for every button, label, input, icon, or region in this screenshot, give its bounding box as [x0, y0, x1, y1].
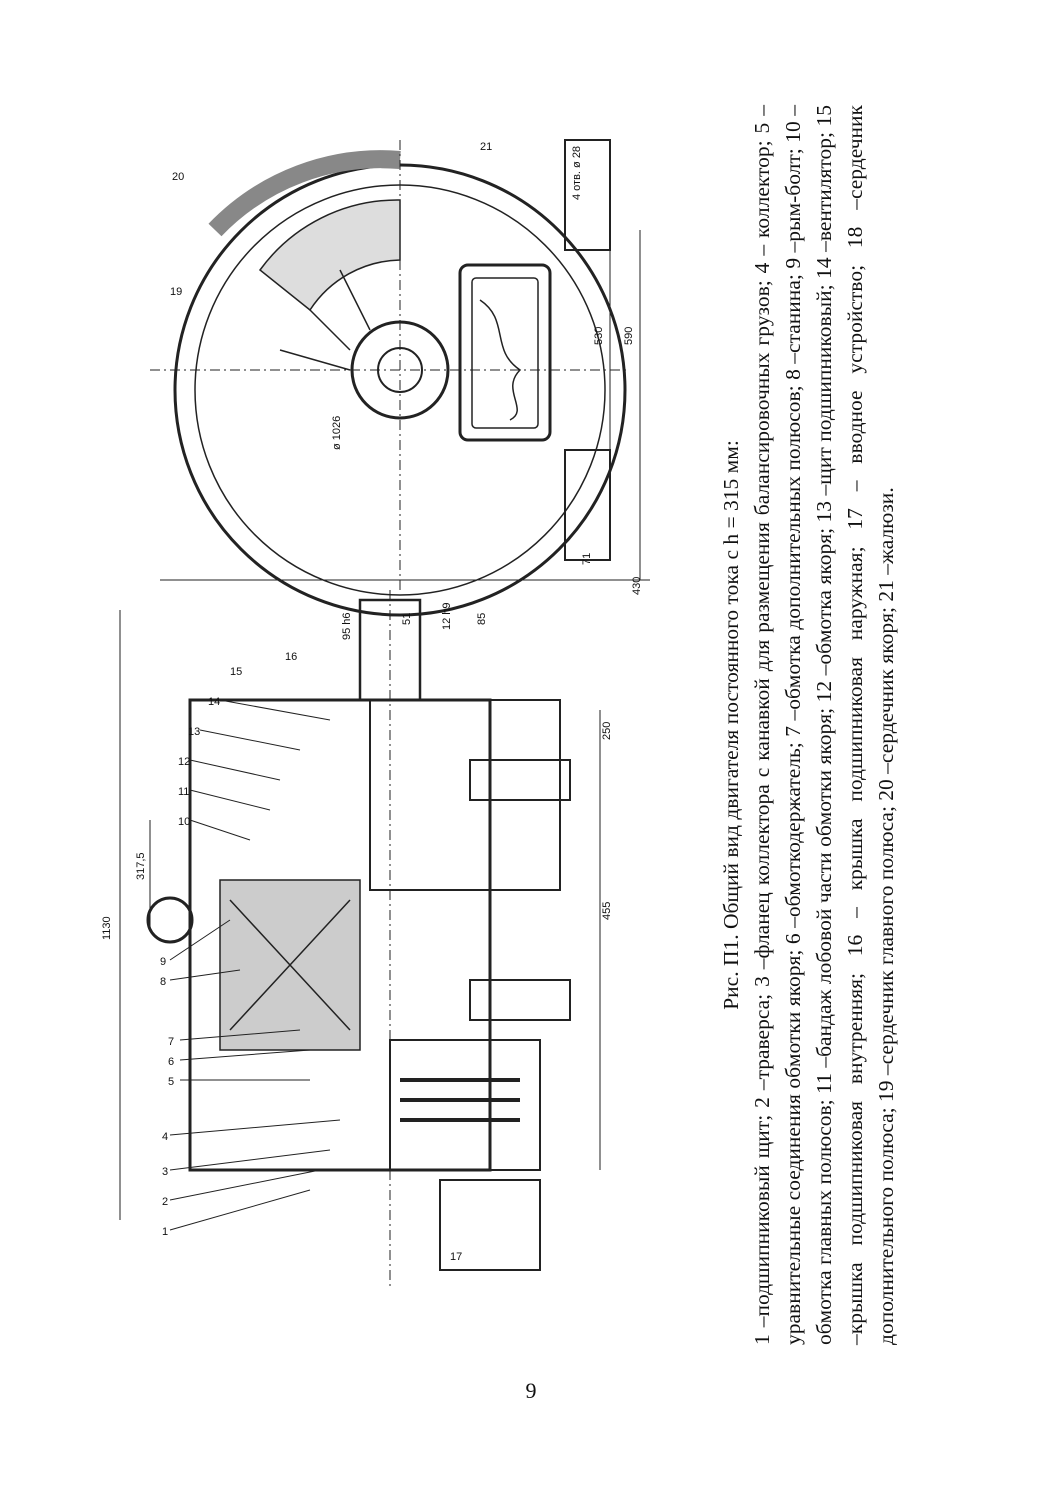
dim-1026: ø 1026	[331, 415, 343, 450]
dim-455: 455	[601, 901, 613, 920]
dim-317-5: 317,5	[135, 852, 147, 880]
callout-10: 10	[178, 816, 191, 828]
callout-1: 1	[162, 1226, 169, 1238]
callout-9: 9	[160, 956, 167, 968]
callout-3: 3	[162, 1166, 169, 1178]
end-view	[150, 140, 650, 615]
callout-12: 12	[178, 756, 191, 768]
callout-13: 13	[188, 726, 201, 738]
page-number: 9	[525, 1378, 537, 1403]
callout-2: 2	[162, 1196, 169, 1208]
dim-1130: 1130	[101, 916, 113, 940]
dim-12h9: 12 h9	[441, 602, 453, 630]
callout-15: 15	[230, 666, 243, 678]
callout-20: 20	[172, 171, 185, 183]
caption-title: Рис. П1. Общий вид двигателя постоянного тока с h = 315 мм:	[719, 440, 743, 1010]
callout-16: 16	[285, 651, 298, 663]
caption-legend: 1 –подшипниковый щит; 2 –траверса; 3 –фланец коллектора с канавкой для размещения балансировочных грузов; 4 – коллектор; 5 – уравнительные соединения обмотки якоря; 6 –обмоткодержатель; 7 –обмотка дополнительных полюсов; 8 –станина; 9 –рым-болт; 10 – обмотка главных полюсов; 11 –бандаж лобовой части обмотки якоря; 12 –обмотка якоря; 13 –щит подшипниковый; 14 –вентилятор; 15 –крышка подшипниковая внутренняя; 16 – крышка подшипниковая наружная; 17 – вводное устройство; 18 –сердечник дополнительного полюса; 19 –сердечник главного полюса; 20 –сердечник якоря; 21 –жалюзи.	[750, 105, 898, 1345]
callout-14: 14	[208, 696, 221, 708]
dim-250: 250	[601, 721, 613, 740]
callout-5: 5	[168, 1076, 175, 1088]
dim-71: 71	[581, 552, 593, 565]
callout-4: 4	[162, 1131, 169, 1143]
dim-85: 85	[476, 612, 488, 625]
callout-21: 21	[480, 141, 493, 153]
figure-caption	[716, 0, 976, 1345]
dim-430: 430	[631, 576, 643, 595]
callout-6: 6	[168, 1056, 175, 1068]
motor-technical-drawing	[101, 120, 710, 1350]
dim-530: 530	[593, 326, 605, 345]
callout-8: 8	[160, 976, 167, 988]
dim-holes: 4 отв. ø 28	[571, 145, 583, 200]
side-view	[120, 590, 600, 1290]
dim-95h6: 95 h6	[341, 612, 353, 640]
dim-590: 590	[623, 326, 635, 345]
callout-11: 11	[178, 786, 190, 798]
callout-19: 19	[170, 286, 183, 298]
callout-17: 17	[450, 1251, 463, 1263]
callout-7: 7	[168, 1036, 175, 1048]
dim-51: 51	[401, 612, 413, 625]
